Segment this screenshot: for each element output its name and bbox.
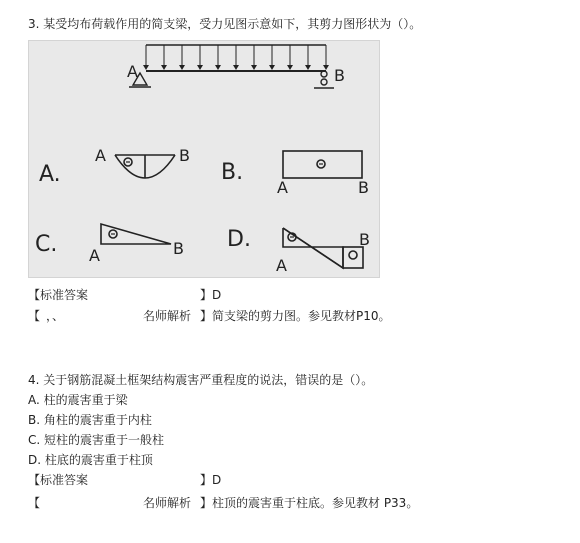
support-a-label: A [127,62,138,81]
option-b-label: B. [221,160,244,185]
option-c-diagram [101,224,171,244]
option-a-right: B [179,146,190,165]
support-b-label: B [334,66,345,85]
option-a-diagram [115,155,175,178]
q3-analysis-label: 名师解析 [143,309,192,323]
option-b-right: B [358,178,369,197]
option-c-right: B [173,239,184,258]
shear-diagram-figure [29,41,380,278]
option-c-left: A [89,246,100,265]
q4-question: 4. 关于钢筋混凝土框架结构震害严重程度的说法，错误的是（）。 [28,373,374,387]
q3-question: 3. 某受均布荷载作用的简支梁，受力见图示意如下，其剪力图形状为（）。 [28,17,422,31]
option-d-label: D. [227,227,251,252]
q4-option-d: D. 柱底的震害重于柱顶 [28,453,153,467]
option-b-left: A [277,178,288,197]
q4-analysis-label: 名师解析 [143,496,192,510]
option-d-left: A [276,256,287,275]
option-c-label: C. [35,232,58,257]
option-b-diagram [283,151,362,178]
option-a-label: A. [39,162,61,187]
option-a-left: A [95,146,106,165]
q3-answer-label: 【标准答案 [28,288,89,302]
q4-option-c: C. 短柱的震害重于一般柱 [28,433,165,447]
q4-analysis-open: 【 [28,496,41,510]
shear-diagram-photo [28,40,380,278]
q4-analysis-text: 】柱顶的震害重于柱底。参见教材 P33。 [200,496,419,510]
q4-answer: 】D [200,473,222,487]
q4-option-b: B. 角柱的震害重于内柱 [28,413,152,427]
q4-option-a: A. 柱的震害重于梁 [28,393,128,407]
q3-answer: 】D [200,288,222,302]
loaded-beam [129,45,334,88]
option-d-diagram [283,228,363,268]
q3-analysis-open: 【 [28,309,41,323]
q3-analysis-mark: ，、 [46,309,65,323]
option-d-right: B [359,230,370,249]
q3-analysis-text: 】简支梁的剪力图。参见教材P10。 [200,309,391,323]
q4-answer-label: 【标准答案 [28,473,89,487]
